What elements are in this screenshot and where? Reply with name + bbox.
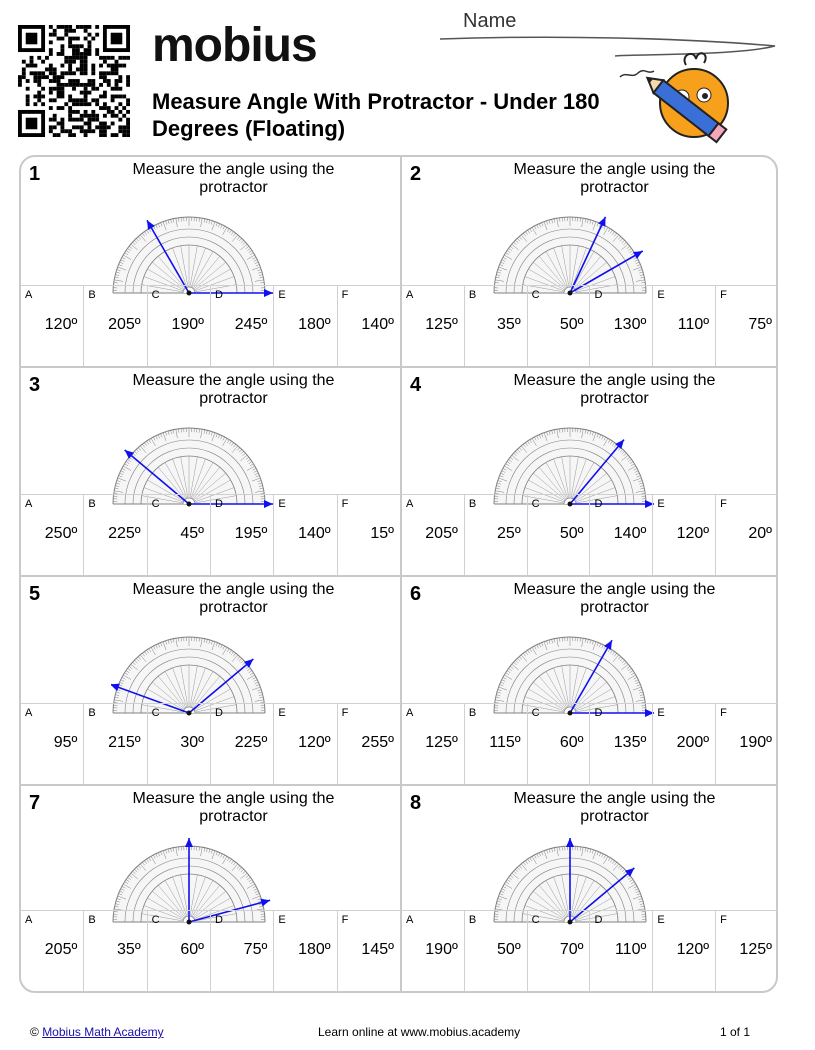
answer-choice-b[interactable]: [83, 495, 146, 575]
problem-5: [21, 575, 400, 784]
choice-value: 45º: [180, 525, 204, 542]
choice-letter: D: [214, 914, 223, 926]
choice-value: 75º: [748, 316, 772, 333]
problem-prompt: Measure the angle using the protractor: [132, 161, 335, 196]
answer-choice-a[interactable]: [21, 286, 83, 366]
choice-letter: D: [214, 707, 223, 719]
answer-choice-b[interactable]: [464, 495, 527, 575]
answer-choice-f[interactable]: [715, 286, 778, 366]
answer-choice-a[interactable]: [402, 704, 464, 784]
choice-value: 145º: [361, 941, 394, 958]
answer-choice-c[interactable]: [527, 286, 590, 366]
answer-choice-c[interactable]: [147, 286, 210, 366]
choice-letter: C: [151, 707, 160, 719]
choice-value: 120º: [298, 734, 331, 751]
choice-value: 60º: [559, 734, 584, 751]
choice-letter: E: [278, 707, 286, 719]
problem-prompt: Measure the angle using the protractor: [132, 790, 335, 825]
problem-number: 4: [410, 374, 422, 396]
choice-value: 25º: [497, 525, 521, 542]
answer-choice-b[interactable]: [83, 704, 146, 784]
choice-letter: A: [25, 707, 33, 719]
choice-value: 190º: [739, 734, 772, 751]
choice-letter: C: [151, 914, 160, 926]
choice-value: 125º: [739, 941, 772, 958]
choice-letter: F: [341, 289, 349, 301]
choice-value: 115º: [489, 734, 521, 751]
choice-value: 120º: [44, 316, 78, 333]
footer-page-number: 1 of 1: [720, 1025, 751, 1039]
choice-letter: A: [406, 289, 414, 301]
choice-letter: E: [278, 498, 286, 510]
answer-choice-c[interactable]: [147, 911, 210, 991]
choice-value: 20º: [748, 525, 772, 542]
choice-letter: A: [25, 289, 33, 301]
problem-prompt: Measure the angle using the protractor: [513, 581, 716, 616]
choice-value: 120º: [676, 941, 710, 958]
choice-letter: D: [214, 289, 223, 301]
choice-letter: C: [151, 498, 160, 510]
choice-letter: B: [88, 707, 96, 719]
problem-number: 7: [29, 792, 41, 814]
problem-number: 6: [410, 583, 422, 605]
answer-choices: [21, 494, 400, 575]
answer-choices: [402, 285, 778, 366]
choice-letter: E: [657, 289, 665, 301]
mobius-academy-link[interactable]: Mobius Math Academy: [42, 1025, 164, 1039]
choice-letter: F: [720, 289, 727, 301]
answer-choice-c[interactable]: [527, 704, 590, 784]
choice-letter: F: [720, 707, 727, 719]
choice-letter: F: [720, 498, 727, 510]
answer-choice-f[interactable]: [337, 495, 400, 575]
answer-choice-e[interactable]: [652, 495, 715, 575]
problem-number: 3: [29, 374, 41, 396]
choice-letter: B: [468, 707, 477, 719]
problem-prompt: Measure the angle using the protractor: [513, 161, 716, 196]
choice-value: 225º: [234, 734, 268, 751]
problem-8: [400, 784, 778, 991]
problem-7: [21, 784, 400, 991]
choice-value: 215º: [108, 734, 141, 751]
answer-choice-a[interactable]: [402, 495, 464, 575]
choice-letter: D: [594, 498, 603, 510]
answer-choice-f[interactable]: [337, 911, 400, 991]
choice-value: 250º: [44, 525, 78, 542]
problem-1: [21, 157, 400, 366]
choice-letter: C: [531, 914, 540, 926]
choice-value: 75º: [243, 941, 268, 958]
footer-copyright: [30, 1025, 164, 1039]
qr-code: [18, 25, 130, 137]
choice-value: 125º: [425, 316, 458, 333]
answer-choice-a[interactable]: [21, 911, 83, 991]
choice-value: 95º: [53, 734, 78, 751]
choice-letter: C: [151, 289, 160, 301]
answer-choices: [21, 703, 400, 784]
choice-value: 70º: [559, 941, 584, 958]
choice-value: 120º: [676, 525, 710, 542]
answer-choice-a[interactable]: [21, 704, 83, 784]
answer-choice-f[interactable]: [337, 704, 400, 784]
problem-3: [21, 366, 400, 575]
problem-number: 1: [29, 163, 41, 185]
worksheet-grid: [19, 155, 778, 993]
choice-value: 60º: [180, 941, 204, 958]
choice-letter: E: [657, 914, 665, 926]
choice-letter: D: [594, 914, 603, 926]
answer-choice-b[interactable]: [464, 286, 527, 366]
answer-choices: [402, 494, 778, 575]
answer-choice-a[interactable]: [402, 286, 464, 366]
answer-choice-e[interactable]: [652, 704, 715, 784]
answer-choice-f[interactable]: [715, 911, 778, 991]
answer-choice-d[interactable]: [210, 911, 273, 991]
problem-4: [400, 366, 778, 575]
choice-letter: B: [468, 498, 477, 510]
problem-number: 2: [410, 163, 422, 185]
problem-prompt: Measure the angle using the protractor: [513, 372, 716, 407]
choice-letter: B: [468, 914, 477, 926]
answer-choice-d[interactable]: [589, 911, 652, 991]
choice-value: 225º: [108, 525, 141, 542]
answer-choice-b[interactable]: [464, 704, 527, 784]
choice-value: 35º: [117, 941, 141, 958]
answer-choice-d[interactable]: [589, 286, 652, 366]
choice-value: 140º: [613, 525, 647, 542]
choice-value: 180º: [298, 941, 331, 958]
choice-letter: B: [88, 914, 96, 926]
choice-value: 190º: [425, 941, 458, 958]
choice-value: 205º: [425, 525, 458, 542]
problem-prompt: Measure the angle using the protractor: [132, 581, 335, 616]
choice-letter: D: [594, 707, 603, 719]
choice-value: 15º: [370, 525, 394, 542]
answer-choice-e[interactable]: [273, 911, 336, 991]
choice-value: 110º: [677, 316, 710, 333]
problem-number: 8: [410, 792, 422, 814]
choice-letter: D: [594, 289, 603, 301]
answer-choice-b[interactable]: [83, 286, 146, 366]
choice-value: 50º: [559, 316, 584, 333]
choice-value: 205º: [108, 316, 141, 333]
choice-value: 140º: [361, 316, 394, 333]
choice-value: 50º: [559, 525, 584, 542]
answer-choice-e[interactable]: [273, 495, 336, 575]
copyright-symbol: ©: [30, 1025, 39, 1039]
choice-letter: B: [88, 289, 96, 301]
choice-letter: E: [657, 498, 665, 510]
answer-choice-e[interactable]: [273, 704, 336, 784]
answer-choices: [402, 910, 778, 991]
choice-value: 205º: [44, 941, 78, 958]
answer-choices: [21, 285, 400, 366]
pencil-mascot-icon: [612, 45, 742, 155]
choice-value: 245º: [234, 316, 268, 333]
choice-value: 50º: [497, 941, 521, 958]
choice-letter: D: [214, 498, 223, 510]
footer-website: Learn online at www.mobius.academy: [318, 1025, 521, 1039]
choice-value: 35º: [497, 316, 521, 333]
answer-choice-d[interactable]: [210, 495, 273, 575]
choice-value: 110º: [614, 941, 647, 958]
answer-choice-c[interactable]: [527, 495, 590, 575]
answer-choice-d[interactable]: [589, 495, 652, 575]
problem-number: 5: [29, 583, 41, 605]
choice-letter: A: [406, 707, 414, 719]
answer-choice-f[interactable]: [715, 495, 778, 575]
choice-letter: A: [25, 914, 33, 926]
choice-value: 190º: [171, 316, 204, 333]
choice-letter: B: [88, 498, 96, 510]
answer-choice-d[interactable]: [210, 704, 273, 784]
answer-choices: [402, 703, 778, 784]
choice-letter: C: [531, 289, 540, 301]
problem-2: [400, 157, 778, 366]
answer-choice-c[interactable]: [147, 495, 210, 575]
logo-text: mobius: [152, 19, 317, 72]
problem-6: [400, 575, 778, 784]
answer-choice-f[interactable]: [337, 286, 400, 366]
choice-letter: B: [468, 289, 477, 301]
choice-value: 30º: [180, 734, 204, 751]
answer-choice-c[interactable]: [147, 704, 210, 784]
answer-choice-e[interactable]: [652, 286, 715, 366]
answer-choice-a[interactable]: [21, 495, 83, 575]
choice-letter: E: [657, 707, 665, 719]
choice-letter: F: [341, 914, 349, 926]
choice-letter: F: [720, 914, 727, 926]
name-label: Name: [463, 10, 517, 32]
answer-choice-b[interactable]: [83, 911, 146, 991]
problem-prompt: Measure the angle using the protractor: [513, 790, 716, 825]
choice-value: 130º: [613, 316, 647, 333]
problem-prompt: Measure the angle using the protractor: [132, 372, 335, 407]
answer-choice-d[interactable]: [589, 704, 652, 784]
answer-choice-e[interactable]: [273, 286, 336, 366]
answer-choice-c[interactable]: [527, 911, 590, 991]
choice-value: 195º: [234, 525, 268, 542]
worksheet-title: Measure Angle With Protractor - Under 180 Degrees (Floating): [152, 89, 600, 141]
choice-value: 140º: [298, 525, 331, 542]
choice-value: 180º: [298, 316, 331, 333]
choice-letter: E: [278, 289, 286, 301]
answer-choices: [21, 910, 400, 991]
choice-value: 200º: [676, 734, 710, 751]
choice-letter: C: [531, 498, 540, 510]
answer-choice-b[interactable]: [464, 911, 527, 991]
answer-choice-e[interactable]: [652, 911, 715, 991]
mobius-logo: [152, 18, 317, 73]
choice-value: 125º: [425, 734, 458, 751]
choice-letter: A: [25, 498, 33, 510]
choice-value: 255º: [361, 734, 394, 751]
choice-letter: A: [406, 914, 414, 926]
choice-letter: F: [341, 498, 349, 510]
choice-letter: F: [341, 707, 349, 719]
answer-choice-f[interactable]: [715, 704, 778, 784]
choice-letter: C: [531, 707, 540, 719]
choice-letter: A: [406, 498, 414, 510]
answer-choice-a[interactable]: [402, 911, 464, 991]
choice-letter: E: [278, 914, 286, 926]
answer-choice-d[interactable]: [210, 286, 273, 366]
choice-value: 135º: [613, 734, 647, 751]
